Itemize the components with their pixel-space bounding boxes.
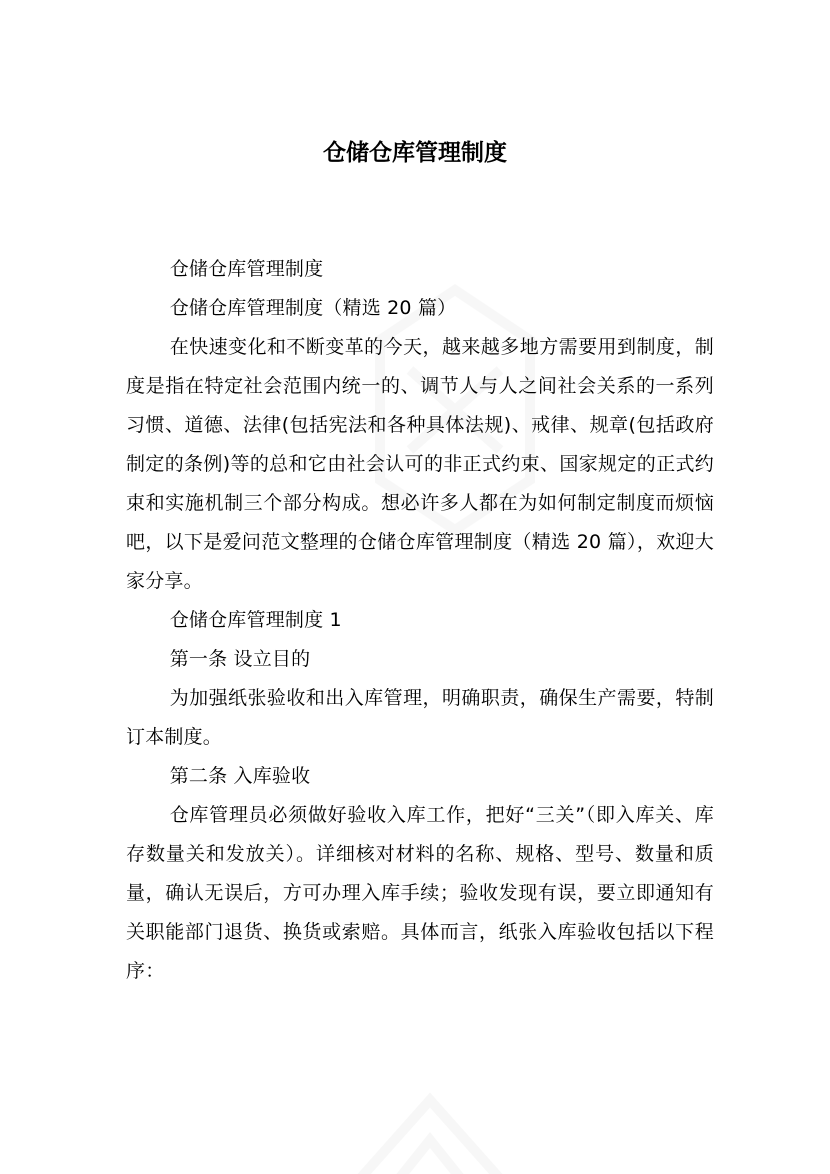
section-heading: 仓储仓库管理制度 1 — [169, 609, 342, 631]
article-paragraph: 为加强纸张验收和出入库管理，明确职责，确保生产需要，特制订本制度。 — [126, 687, 714, 748]
watermark-icon — [330, 1080, 530, 1174]
article-heading: 第一条 设立目的 — [169, 648, 311, 670]
article-heading: 第二条 入库验收 — [169, 765, 311, 787]
intro-paragraph: 在快速变化和不断变革的今天，越来越多地方需要用到制度，制度是指在特定社会范围内统一的、调节人与人之间社会关系的一系列习惯、道德、法律(包括宪法和各种具体法规)、戒律、规章(包括政府制定的条例)等的总和它由社会认可的非正式约束、国家规定的正式约束和实施机制三个部分构成。想必许多人都在为如何制定制度而烦恼吧，以下是爱问范文整理的仓储仓库管理制度（精选 20 篇），欢迎大家分享。 — [126, 336, 714, 592]
article-paragraph: 仓库管理员必须做好验收入库工作，把好“三关”（即入库关、库存数量关和发放关）。详细核对材料的名称、规格、型号、数量和质量，确认无误后，方可办理入库手续；验收发现有误，要立即通知有关职能部门退货、换货或索赔。具体而言，纸张入库验收包括以下程序： — [126, 804, 714, 982]
subtitle-paragraph: 仓储仓库管理制度 — [169, 258, 324, 280]
document-title: 仓储仓库管理制度 — [323, 140, 507, 166]
subtitle-selection-paragraph: 仓储仓库管理制度（精选 20 篇） — [169, 297, 457, 319]
document-body — [126, 250, 714, 991]
